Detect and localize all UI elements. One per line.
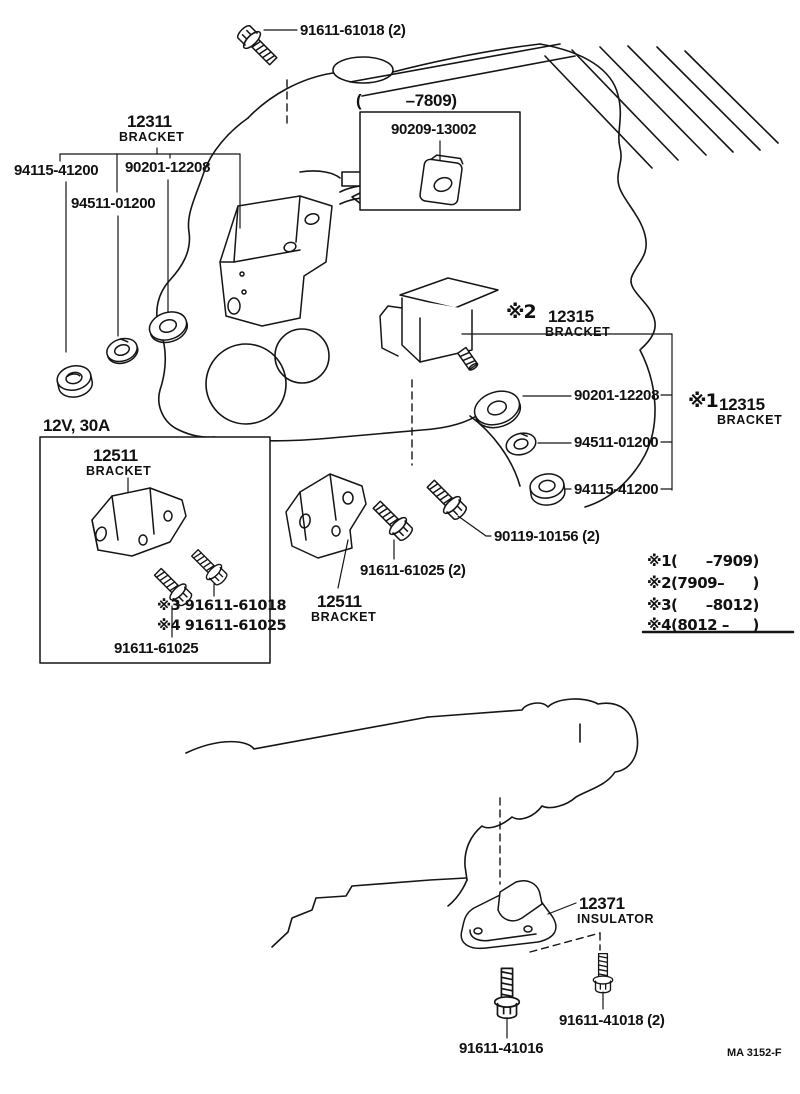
label-12311-no: 12311 <box>127 112 172 131</box>
label-inset-part: 90209-13002 <box>391 121 477 138</box>
hex-nut-right <box>528 472 566 507</box>
label-ref1-name: BRACKET <box>717 413 783 427</box>
label-ref3-bolt: ※3 91611-61018 <box>157 598 287 614</box>
label-inset-range: ( –7809) <box>356 91 457 110</box>
label-top-bolt: 91611-61018 (2) <box>300 22 406 39</box>
bolt-61025 <box>369 497 416 559</box>
label-washer-right: 90201-12208 <box>574 387 660 404</box>
label-12511a-name: BRACKET <box>86 464 152 478</box>
label-12311-name: BRACKET <box>119 130 185 144</box>
label-nut-right: 94115-41200 <box>574 481 659 498</box>
legend-row: ※1( –7909) <box>647 552 759 570</box>
lock-washer-left <box>104 335 141 367</box>
bracket-12311 <box>220 196 332 326</box>
label-bolt-90119: 90119-10156 (2) <box>494 528 600 545</box>
flat-washer-right <box>470 386 525 434</box>
label-nut-left: 94115-41200 <box>14 162 99 179</box>
lock-washer-right <box>504 430 538 458</box>
bolt-41018 <box>593 954 612 1009</box>
label-bolt-41016: 91611-41016 <box>459 1040 544 1057</box>
label-ref2-name: BRACKET <box>545 325 611 339</box>
label-box-bolt: 91611-61025 <box>114 640 199 657</box>
label-ref4-bolt: ※4 91611-61025 <box>157 618 287 634</box>
label-ref1-mark: ※1 <box>688 390 718 412</box>
label-12511b-no: 12511 <box>317 592 362 611</box>
label-bolt-41018: 91611-41018 (2) <box>559 1012 665 1029</box>
label-footer-code: MA 3152-F <box>727 1047 782 1059</box>
label-insulator-no: 12371 <box>579 894 625 913</box>
legend-row: ※2(7909– ) <box>647 574 759 592</box>
label-ref1-no: 12315 <box>719 395 765 414</box>
label-box-spec: 12V, 30A <box>43 416 110 435</box>
label-ref2-mark: ※2 <box>506 301 536 323</box>
label-bolt-61025-2: 91611-61025 (2) <box>360 562 466 579</box>
legend-row: ※4(8012 – ) <box>647 616 759 634</box>
engine-mount-12315 <box>380 278 498 371</box>
label-ref2-no: 12315 <box>548 307 594 326</box>
bolt-top-91611-61018 <box>234 22 297 69</box>
label-lock-left: 94511-01200 <box>71 195 156 212</box>
label-12511b-name: BRACKET <box>311 610 377 624</box>
label-insulator-name: INSULATOR <box>577 912 655 926</box>
label-lock-right: 94511-01200 <box>574 434 659 451</box>
label-12511a-no: 12511 <box>93 446 138 465</box>
transmission-outline <box>186 699 638 947</box>
bolt-90119 <box>423 476 491 536</box>
legend-row: ※3( –8012) <box>647 596 759 614</box>
hex-nut-left <box>55 363 95 400</box>
bracket-12511-center <box>286 474 366 588</box>
insulator-12371 <box>461 881 576 949</box>
bolt-41016 <box>495 968 520 1038</box>
label-washer-left: 90201-12208 <box>125 159 211 176</box>
flat-washer-left <box>146 307 191 347</box>
